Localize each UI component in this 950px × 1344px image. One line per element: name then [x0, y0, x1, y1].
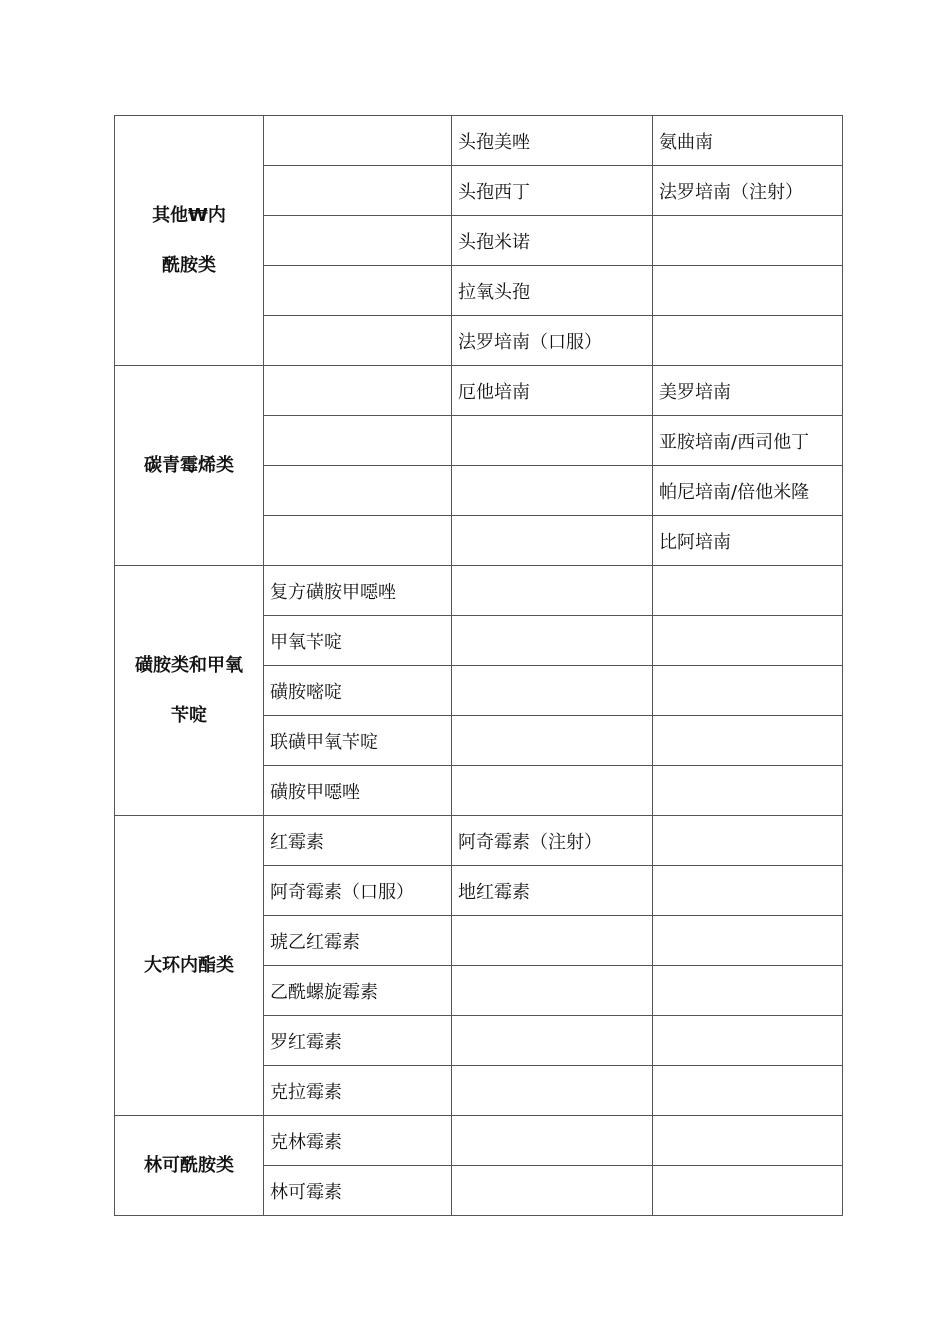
- drug-cell: 头孢西丁: [452, 166, 653, 216]
- drug-cell: 阿奇霉素（注射）: [452, 816, 653, 866]
- drug-cell: [264, 216, 452, 266]
- drug-cell: [452, 966, 653, 1016]
- drug-cell: [452, 666, 653, 716]
- drug-cell: [653, 666, 843, 716]
- drug-cell: 克林霉素: [264, 1116, 452, 1166]
- drug-cell: [452, 1166, 653, 1216]
- drug-cell: 氨曲南: [653, 116, 843, 166]
- drug-cell: 法罗培南（注射）: [653, 166, 843, 216]
- drug-cell: [653, 966, 843, 1016]
- category-label-line: 碳青霉烯类: [144, 454, 234, 476]
- category-label-line: 大环内酯类: [144, 954, 234, 976]
- category-sulfonamides-trimethoprim: [115, 566, 264, 816]
- drug-cell: 复方磺胺甲噁唑: [264, 566, 452, 616]
- table-body: [115, 116, 843, 1216]
- drug-cell: 磺胺嘧啶: [264, 666, 452, 716]
- drug-cell: [653, 766, 843, 816]
- drug-cell: 甲氧苄啶: [264, 616, 452, 666]
- table-row: [115, 816, 843, 866]
- drug-cell: 磺胺甲噁唑: [264, 766, 452, 816]
- drug-cell: 地红霉素: [452, 866, 653, 916]
- drug-cell: [452, 716, 653, 766]
- table-row: [115, 366, 843, 416]
- table-row: [115, 116, 843, 166]
- drug-cell: [653, 566, 843, 616]
- drug-cell: 美罗培南: [653, 366, 843, 416]
- drug-cell: [452, 566, 653, 616]
- drug-classification-table: [114, 115, 843, 1216]
- drug-cell: [264, 316, 452, 366]
- drug-cell: 罗红霉素: [264, 1016, 452, 1066]
- drug-cell: 亚胺培南/西司他丁: [653, 416, 843, 466]
- drug-cell: [264, 516, 452, 566]
- drug-cell: [653, 316, 843, 366]
- drug-cell: [653, 266, 843, 316]
- drug-cell: 头孢米诺: [452, 216, 653, 266]
- category-label-line: 苄啶: [171, 704, 207, 726]
- category-label-line: 酰胺类: [162, 254, 216, 276]
- drug-cell: 琥乙红霉素: [264, 916, 452, 966]
- category-label-line: 其他₩内: [152, 204, 226, 226]
- drug-cell: [653, 1016, 843, 1066]
- drug-cell: 法罗培南（口服）: [452, 316, 653, 366]
- drug-cell: [264, 166, 452, 216]
- drug-cell: 头孢美唑: [452, 116, 653, 166]
- drug-cell: [264, 266, 452, 316]
- drug-cell: [653, 866, 843, 916]
- drug-cell: [653, 616, 843, 666]
- drug-cell: 联磺甲氧苄啶: [264, 716, 452, 766]
- table-row: [115, 1116, 843, 1166]
- drug-cell: 帕尼培南/倍他米隆: [653, 466, 843, 516]
- drug-cell: [653, 216, 843, 266]
- category-label-line: 磺胺类和甲氧: [135, 654, 243, 676]
- category-carbapenems: [115, 366, 264, 566]
- drug-cell: [452, 1016, 653, 1066]
- drug-cell: [452, 516, 653, 566]
- category-other-beta-lactams: [115, 116, 264, 366]
- drug-cell: 拉氧头孢: [452, 266, 653, 316]
- drug-cell: 厄他培南: [452, 366, 653, 416]
- category-label-line: 林可酰胺类: [144, 1154, 234, 1176]
- drug-cell: [452, 1116, 653, 1166]
- drug-cell: [264, 466, 452, 516]
- category-lincosamides: [115, 1116, 264, 1216]
- drug-cell: [264, 416, 452, 466]
- drug-cell: 克拉霉素: [264, 1066, 452, 1116]
- drug-cell: [653, 716, 843, 766]
- drug-cell: [452, 1066, 653, 1116]
- drug-cell: 阿奇霉素（口服）: [264, 866, 452, 916]
- drug-cell: [452, 616, 653, 666]
- drug-cell: 比阿培南: [653, 516, 843, 566]
- drug-cell: [452, 466, 653, 516]
- drug-cell: [653, 1166, 843, 1216]
- drug-cell: 红霉素: [264, 816, 452, 866]
- drug-cell: [452, 766, 653, 816]
- drug-cell: [653, 1116, 843, 1166]
- category-macrolides: [115, 816, 264, 1116]
- table-row: [115, 566, 843, 616]
- drug-cell: 林可霉素: [264, 1166, 452, 1216]
- drug-cell: [653, 816, 843, 866]
- drug-cell: [264, 116, 452, 166]
- drug-cell: [653, 916, 843, 966]
- drug-cell: [452, 416, 653, 466]
- drug-cell: [452, 916, 653, 966]
- drug-cell: [264, 366, 452, 416]
- drug-cell: [653, 1066, 843, 1116]
- drug-cell: 乙酰螺旋霉素: [264, 966, 452, 1016]
